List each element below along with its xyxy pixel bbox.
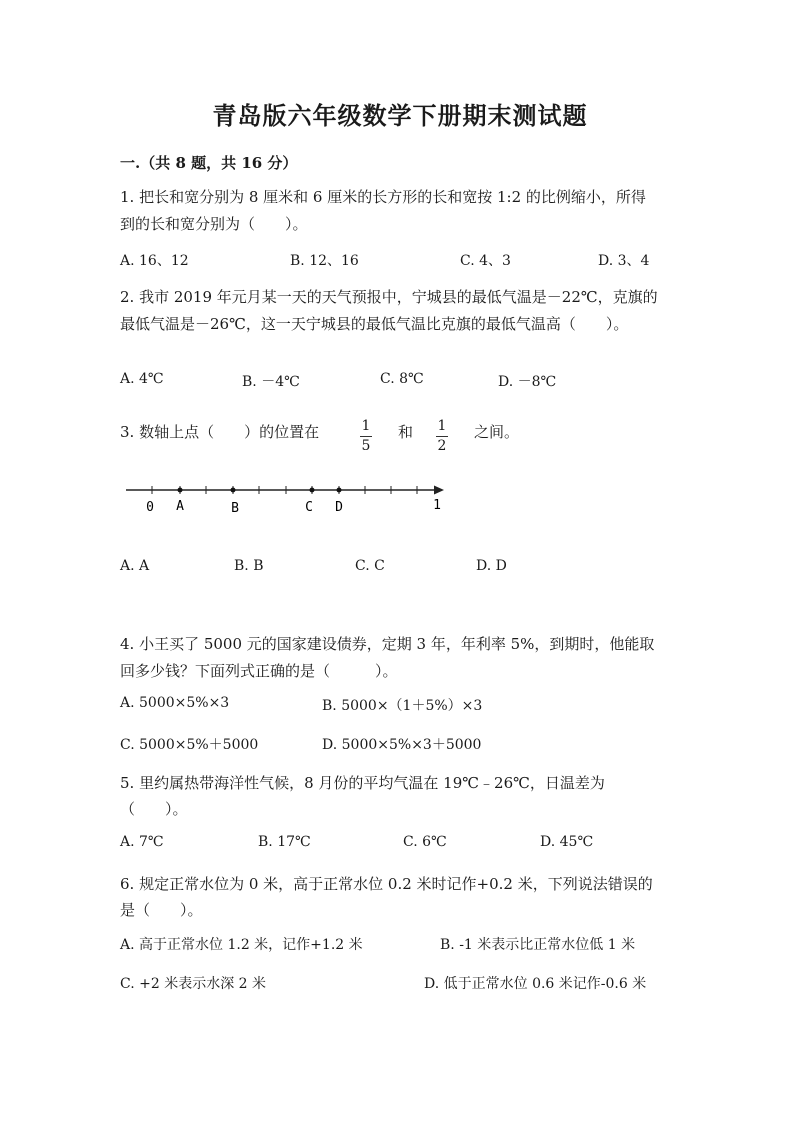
- axis-label-one: 1: [433, 498, 441, 513]
- page-title: 青岛版六年级数学下册期末测试题: [212, 101, 588, 130]
- question-6-option-d: D. 低于正常水位 0.6 米记作-0.6 米: [424, 976, 647, 992]
- question-5-option-b: B. 17℃: [258, 834, 311, 850]
- number-line-diagram: [0, 0, 800, 530]
- fraction-denominator: 2: [437, 438, 447, 454]
- question-1-line-2: 到的长和宽分别为（ ）。: [120, 215, 308, 233]
- axis-label-d: D: [335, 500, 343, 515]
- question-4-option-c: C. 5000×5%＋5000: [120, 737, 259, 753]
- question-4-option-a: A. 5000×5%×3: [120, 695, 230, 711]
- question-4-option-b: B. 5000×（1＋5%）×3: [322, 698, 483, 714]
- question-5-line-1: 5. 里约属热带海洋性气候，8 月份的平均气温在 19℃﹣26℃，日温差为: [120, 774, 605, 792]
- question-5-option-a: A. 7℃: [120, 834, 164, 850]
- section-heading: 一.（共 8 题，共 16 分）: [120, 154, 298, 172]
- axis-label-zero: 0: [146, 500, 154, 515]
- point-d-dot: [337, 488, 342, 493]
- point-b-dot: [231, 488, 236, 493]
- fraction-numerator: 1: [437, 418, 447, 434]
- question-3-option-b: B. B: [234, 558, 264, 574]
- question-3-option-a: A. A: [120, 558, 150, 574]
- question-1-option-d: D. 3、4: [598, 253, 650, 269]
- point-c-dot: [310, 488, 315, 493]
- question-6-line-1: 6. 规定正常水位为 0 米，高于正常水位 0.2 米时记作+0.2 米，下列说法错误的: [120, 875, 653, 893]
- point-a-dot: [178, 488, 183, 493]
- question-2-line-1: 2. 我市 2019 年元月某一天的天气预报中，宁城县的最低气温是－22℃，克旗的: [120, 288, 658, 306]
- question-6-option-a: A. 高于正常水位 1.2 米，记作+1.2 米: [120, 937, 363, 953]
- question-2-option-c: C. 8℃: [380, 371, 424, 387]
- question-4-line-2: 回多少钱？下面列式正确的是（ ）。: [120, 662, 398, 680]
- question-3-prefix: 3. 数轴上点（ ）的位置在: [120, 423, 320, 441]
- question-2-option-a: A. 4℃: [120, 371, 164, 387]
- question-1-option-b: B. 12、16: [290, 253, 359, 269]
- question-2-option-d: D. －8℃: [498, 374, 557, 390]
- fraction-numerator: 1: [361, 418, 371, 434]
- question-1-line-1: 1. 把长和宽分别为 8 厘米和 6 厘米的长方形的长和宽按 1:2 的比例缩小，所得: [120, 188, 646, 206]
- question-5-option-d: D. 45℃: [540, 834, 594, 850]
- question-1-option-a: A. 16、12: [120, 253, 189, 269]
- question-5-line-2: （ ）。: [120, 800, 188, 818]
- axis-label-b: B: [231, 501, 239, 516]
- question-3-suffix: 之间。: [474, 423, 520, 441]
- question-3-option-c: C. C: [355, 558, 385, 574]
- fraction-denominator: 5: [361, 438, 371, 454]
- question-3-and: 和: [398, 423, 414, 441]
- question-6-option-c: C. +2 米表示水深 2 米: [120, 976, 267, 992]
- question-1-option-c: C. 4、3: [460, 253, 511, 269]
- question-4-option-d: D. 5000×5%×3＋5000: [322, 737, 482, 753]
- question-2-option-b: B. －4℃: [242, 374, 300, 390]
- question-6-option-b: B. -1 米表示比正常水位低 1 米: [440, 937, 636, 953]
- question-6-line-2: 是（ ）。: [120, 901, 203, 919]
- question-3-option-d: D. D: [476, 558, 507, 574]
- axis-label-a: A: [176, 499, 184, 514]
- question-4-line-1: 4. 小王买了 5000 元的国家建设债券，定期 3 年，年利率 5%，到期时，他能取: [120, 635, 655, 653]
- number-line-arrow: [434, 486, 444, 495]
- question-5-option-c: C. 6℃: [403, 834, 447, 850]
- question-2-line-2: 最低气温是－26℃，这一天宁城县的最低气温比克旗的最低气温高（ ）。: [120, 315, 629, 333]
- axis-label-c: C: [305, 500, 313, 515]
